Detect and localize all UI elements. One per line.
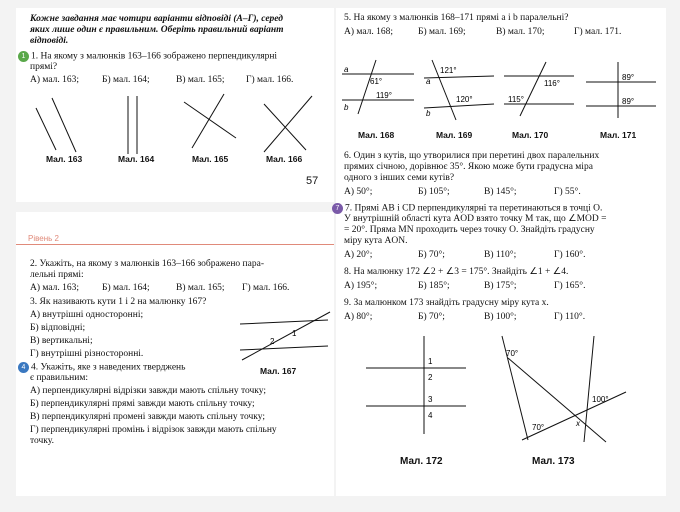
- q4-answer-b: Б) перпендикулярні прямі завжди мають спільну точку;: [30, 399, 255, 409]
- f171-ang2: 89°: [622, 97, 635, 106]
- f169-ang1: 121°: [440, 66, 457, 75]
- left-page: [16, 8, 334, 496]
- q7-badge: 7: [332, 203, 343, 214]
- q7-text-4: міру кута AON.: [344, 236, 408, 246]
- q8-text: 8. На малюнку 172 ∠2 + ∠3 = 175°. Знайдіть ∠1 + ∠4.: [344, 267, 569, 277]
- q7-text-2: У внутрішній області кута AOD взято точку M так, що ∠MOD =: [344, 214, 607, 224]
- q2-answer-b: Б) мал. 164;: [102, 283, 150, 293]
- f172-label-1: 1: [428, 357, 433, 366]
- f168-ang1: 61°: [370, 77, 383, 86]
- q9-answer-b: Б) 70°;: [418, 312, 445, 322]
- q7-answer-c: В) 110°;: [484, 250, 517, 260]
- q3-answer-b: Б) відповідні;: [30, 323, 86, 333]
- f172-label-3: 3: [428, 395, 433, 404]
- f170-ang2: 115°: [508, 95, 524, 104]
- f171-ang1: 89°: [622, 73, 635, 82]
- f172-label-4: 4: [428, 411, 433, 420]
- level-rule: [16, 244, 334, 245]
- q7-text-1: 7 7. Прямі AB і CD перпендикулярні та перетинаються в точці O.: [332, 203, 602, 215]
- q7-text-3: = 20°. Пряма MN проходить через точку O. Знайдіть градусну: [344, 225, 595, 235]
- q4-text-1: 4 4. Укажіть, яке з наведених тверджень: [18, 362, 185, 374]
- q1-text-2: прямі?: [30, 62, 58, 72]
- q4-answer-d1: Г) перпендикулярні промінь і відрізок завжди мають спільну: [30, 425, 277, 435]
- q1-answer-b: Б) мал. 164;: [102, 75, 150, 85]
- q4-text-2: є правильним:: [30, 373, 88, 383]
- figure-173: [496, 330, 636, 446]
- figure-172: [356, 330, 486, 440]
- figure-167: [234, 304, 334, 364]
- page-gap: [16, 202, 334, 212]
- q8-answer-b: Б) 185°;: [418, 281, 450, 291]
- f168-ang2: 119°: [376, 91, 392, 100]
- q6-answer-c: В) 145°;: [484, 187, 517, 197]
- f173-label-100: 100°: [592, 395, 609, 404]
- q4-answer-d2: точку.: [30, 436, 54, 446]
- q6-answer-d: Г) 55°.: [554, 187, 581, 197]
- q6-answer-a: А) 50°;: [344, 187, 373, 197]
- intro-line-1: Кожне завдання має чотири варіанти відповіді (А–Г), серед: [30, 14, 283, 24]
- q1-answer-d: Г) мал. 166.: [246, 75, 294, 85]
- caption-173: Мал. 173: [532, 456, 575, 467]
- q5-answer-b: Б) мал. 169;: [418, 27, 466, 37]
- caption-163: Мал. 163: [46, 154, 83, 164]
- f170-ang1: 116°: [544, 79, 560, 88]
- q7-answer-b: Б) 70°;: [418, 250, 445, 260]
- f169-b: b: [426, 109, 431, 118]
- caption-166: Мал. 166: [266, 154, 303, 164]
- q7-answer-d: Г) 160°.: [554, 250, 586, 260]
- q5-answer-c: В) мал. 170;: [496, 27, 545, 37]
- q6-answer-b: Б) 105°;: [418, 187, 450, 197]
- level-label: Рівень 2: [28, 234, 59, 243]
- q9-answer-c: В) 100°;: [484, 312, 517, 322]
- q1-answer-c: В) мал. 165;: [176, 75, 225, 85]
- q7-answer-a: А) 20°;: [344, 250, 373, 260]
- f168-a: a: [344, 65, 349, 74]
- f172-label-2: 2: [428, 373, 433, 382]
- page-number: 57: [306, 175, 319, 187]
- figures-168-171: [336, 54, 666, 124]
- q2-answer-d: Г) мал. 166.: [242, 283, 290, 293]
- f168-b: b: [344, 103, 349, 112]
- q6-text-2: прямих січною, дорівнює 35°. Якою може бути градусна міра: [344, 162, 593, 172]
- q6-text-1: 6. Один з кутів, що утворилися при перетині двох паралельних: [344, 151, 600, 161]
- q2-answer-a: А) мал. 163;: [30, 283, 80, 293]
- q9-answer-d: Г) 110°.: [554, 312, 586, 322]
- caption-164: Мал. 164: [118, 154, 155, 164]
- intro-line-2: яких лише один є правильним. Оберіть правильний варіант: [30, 25, 284, 35]
- f173-label-70a: 70°: [506, 349, 519, 358]
- caption-169: Мал. 169: [436, 130, 473, 140]
- q3-text: 3. Як називають кути 1 і 2 на малюнку 167?: [30, 297, 207, 307]
- q4-answer-c: В) перпендикулярні промені завжди мають спільну точку;: [30, 412, 266, 422]
- q5-answer-d: Г) мал. 171.: [574, 27, 622, 37]
- caption-172: Мал. 172: [400, 456, 443, 467]
- right-page: [336, 8, 666, 496]
- q8-answer-c: В) 175°;: [484, 281, 517, 291]
- q8-answer-a: А) 195°;: [344, 281, 378, 291]
- caption-170: Мал. 170: [512, 130, 549, 140]
- q1-badge: 1: [18, 51, 29, 62]
- f173-label-70b: 70°: [532, 423, 545, 432]
- q8-answer-d: Г) 165°.: [554, 281, 586, 291]
- fig167-label-1: 1: [292, 329, 297, 338]
- q5-answer-a: А) мал. 168;: [344, 27, 394, 37]
- q9-text: 9. За малюнком 173 знайдіть градусну міру кута x.: [344, 298, 549, 308]
- q2-text-1: 2. Укажіть, на якому з малюнків 163–166 зображено пара-: [30, 259, 264, 269]
- caption-168: Мал. 168: [358, 130, 395, 140]
- f169-ang2: 120°: [456, 95, 473, 104]
- q3-answer-d: Г) внутрішні різносторонні.: [30, 349, 144, 359]
- q6-text-3: одного з інших семи кутів?: [344, 173, 455, 183]
- intro-line-3: відповіді.: [30, 36, 69, 46]
- f173-label-x: x: [576, 419, 580, 428]
- q4-badge: 4: [18, 362, 29, 373]
- q5-text: 5. На якому з малюнків 168–171 прямі a і b паралельні?: [344, 13, 569, 23]
- fig167-label-2: 2: [270, 337, 275, 346]
- q9-answer-a: А) 80°;: [344, 312, 373, 322]
- q1-text-1: 1 1. На якому з малюнків 163–166 зображено перпендикулярні: [18, 51, 277, 63]
- f169-a: a: [426, 77, 431, 86]
- caption-165: Мал. 165: [192, 154, 229, 164]
- q4-answer-a: А) перпендикулярні відрізки завжди мають спільну точку;: [30, 386, 267, 396]
- q3-answer-a: А) внутрішні односторонні;: [30, 310, 144, 320]
- q1-answer-a: А) мал. 163;: [30, 75, 80, 85]
- caption-167: Мал. 167: [260, 366, 297, 376]
- q2-text-2: лельні прямі:: [30, 270, 84, 280]
- q2-answer-c: В) мал. 165;: [176, 283, 225, 293]
- caption-171: Мал. 171: [600, 130, 637, 140]
- q3-answer-c: В) вертикальні;: [30, 336, 93, 346]
